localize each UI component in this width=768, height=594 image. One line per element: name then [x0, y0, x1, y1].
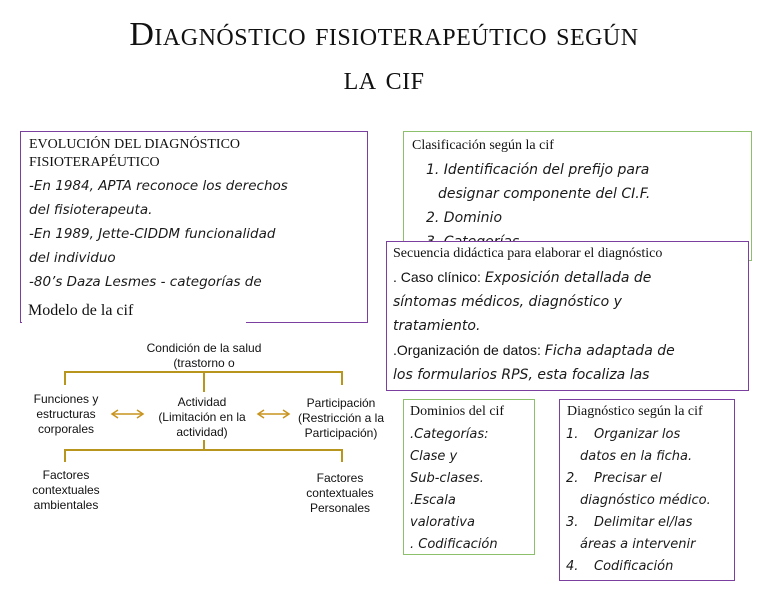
factores-personales: Factores contextuales Personales — [306, 471, 374, 515]
evolucion-heading: EVOLUCIÓN DEL DIAGNÓSTICO FISIOTERAPÉUTICO — [29, 137, 241, 170]
participacion: Participación (Restricción a la Participación) — [297, 396, 385, 440]
bottom-bracket — [65, 450, 342, 462]
condicion-salud: Condición de la salud (trastorno o — [146, 341, 262, 370]
evolucion-box — [20, 131, 368, 323]
page-title-line1: Diagnóstico fisioterapeútico según — [129, 16, 639, 53]
clasificacion-heading: Clasificación según la cif — [412, 138, 554, 153]
diagnostico-heading: Diagnóstico según la cif — [567, 404, 703, 419]
page-title-line2: la cif — [343, 60, 425, 97]
clasificacion-list: 1. Identificación del prefijo para designar componente del CI.F. 2. Dominio — [426, 162, 651, 226]
dominios-box — [403, 399, 535, 555]
factores-ambientales: Factores contextuales ambientales — [32, 468, 100, 512]
evolucion-text: -En 1984, APTA reconoce los derechos del fisioterapeuta. -En 1989, Jette-CIDDM funcionalidad del individuo -80’s Daza Lesmes - categorías de — [29, 178, 288, 290]
double-arrow-left — [112, 410, 143, 418]
actividad: Actividad (Limitación en la actividad) — [158, 395, 246, 439]
diagnostico-item: 2. Precisar el — [566, 471, 662, 486]
funciones-estructuras: Funciones y estructuras corporales — [33, 392, 99, 436]
diagnostico-list: 1. Organizar los datos en la ficha. 2. Precisar el diagnóstico médico. 3. Delimitar el/las áreas a intervenir 4. Codificación — [566, 424, 730, 578]
modelo-cif-label: Modelo de la cif — [22, 298, 246, 324]
diagnostico-item: 4. Codificación — [566, 559, 674, 574]
secuencia-heading: Secuencia didáctica para elaborar el diagnóstico — [393, 246, 663, 261]
diagnostico-box — [559, 399, 735, 581]
secuencia-body: . Caso clínico: Exposición detallada de síntomas médicos, diagnóstico y tratamiento. .Organización de datos: Ficha adaptada de los formularios RPS, esta focaliza las — [393, 269, 675, 383]
diagnostico-item: 1. Organizar los — [566, 427, 681, 442]
secuencia-box — [386, 241, 749, 391]
double-arrow-right — [258, 410, 289, 418]
diagnostico-item: 3. Delimitar el/las — [566, 515, 693, 530]
top-bracket — [65, 372, 342, 385]
dominios-list: .Categorías: Clase y Sub-clases. .Escala valorativa . Codificación — [410, 427, 498, 552]
dominios-heading: Dominios del cif — [410, 404, 505, 419]
